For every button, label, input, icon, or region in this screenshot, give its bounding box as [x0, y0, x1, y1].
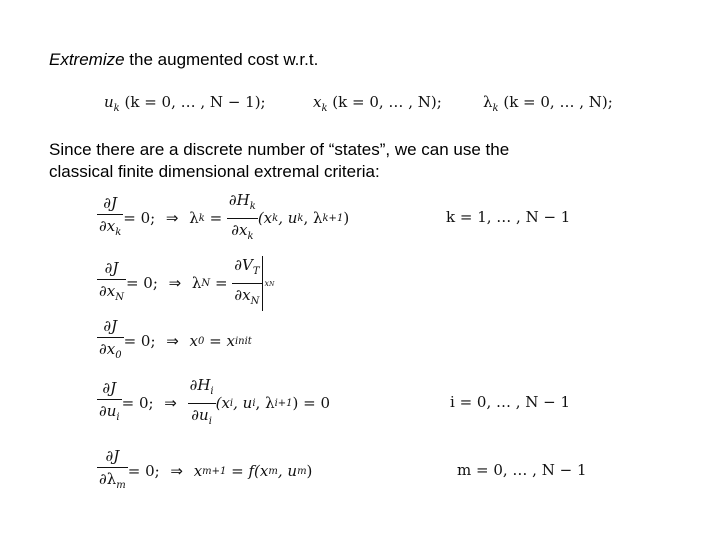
var-x-symbol: x: [313, 93, 322, 111]
equation-initial: $\frac{\partial J}{\partial x_0}$ = 0; ⇒ x 0 = x init: [97, 313, 252, 369]
partial-hk-xk: $\frac{\partial H_k}{\partial x_k}$: [228, 190, 256, 242]
evaluation-bar: [232, 256, 262, 311]
intro-text: the augmented cost w.r.t.: [124, 50, 319, 69]
var-x-range: (k = 0, … , N);: [327, 93, 442, 111]
var-lambda-sub: k: [492, 103, 499, 114]
partial-j-lambda-m: $\frac{\partial J}{\partial\lambda_m}$: [99, 447, 126, 491]
var-lambda: [483, 93, 613, 114]
paragraph-line-1: Since there are a discrete number of “states”, we can use the: [49, 140, 510, 159]
partial-j-ui: $\frac{\partial J}{\partial u_i}$: [99, 379, 120, 423]
partial-j-x0: $\frac{\partial J}{\partial x_0}$: [99, 317, 122, 361]
partial-vt-xn: $\frac{\partial V_T}{\partial x_N}$: [234, 255, 260, 307]
evaluation-point: xN: [264, 278, 275, 288]
implies-arrow: ⇒: [170, 462, 183, 480]
var-u-range: (k = 0, … , N − 1);: [119, 93, 266, 111]
var-x: [313, 93, 442, 114]
partial-j-xk: $\frac{\partial J}{\partial x_k}$: [99, 194, 122, 238]
partial-hi-ui: $\frac{\partial H_i}{\partial u_i}$: [189, 375, 214, 427]
var-u-sub: k: [113, 103, 120, 114]
partial-j-xn: $\frac{\partial J}{\partial x_N}$: [99, 259, 124, 303]
var-x-sub: k: [321, 103, 328, 114]
var-u-symbol: u: [104, 93, 114, 111]
var-lambda-symbol: λ: [483, 93, 493, 111]
implies-arrow: ⇒: [165, 209, 179, 227]
var-u: [104, 93, 266, 114]
equation-state: $\frac{\partial J}{\partial\lambda_m}$ = 0; ⇒ x m+1 = f(x m , u m ): [97, 443, 312, 499]
var-lambda-range: (k = 0, … , N);: [498, 93, 613, 111]
intro-line: [49, 49, 318, 71]
implies-arrow: ⇒: [168, 274, 182, 292]
equation-control: $\frac{\partial J}{\partial u_i}$ = 0; ⇒ $\frac{\partial H_i}{\partial u_i}$ (x i , u i , λ i+1 ) = 0: [97, 375, 330, 431]
paragraph-line-2: classical finite dimensional extremal criteria:: [49, 162, 380, 181]
implies-arrow: ⇒: [166, 332, 179, 350]
condition-i: i = 0, … , N − 1: [450, 393, 571, 411]
intro-emphasis: Extremize: [49, 50, 125, 69]
condition-m: m = 0, … , N − 1: [457, 461, 587, 479]
condition-k: k = 1, … , N − 1: [446, 208, 571, 226]
equation-costate: $\frac{\partial J}{\partial x_k}$ = 0; ⇒ λ k = $\frac{\partial H_k}{\partial x_k}$ (x k , u k , λ k+1 ): [97, 190, 349, 246]
equation-terminal: $\frac{\partial J}{\partial x_N}$ = 0; ⇒ λ N = $\frac{\partial V_T}{\partial x_N}$ xN: [97, 255, 274, 311]
implies-arrow: ⇒: [164, 394, 177, 412]
